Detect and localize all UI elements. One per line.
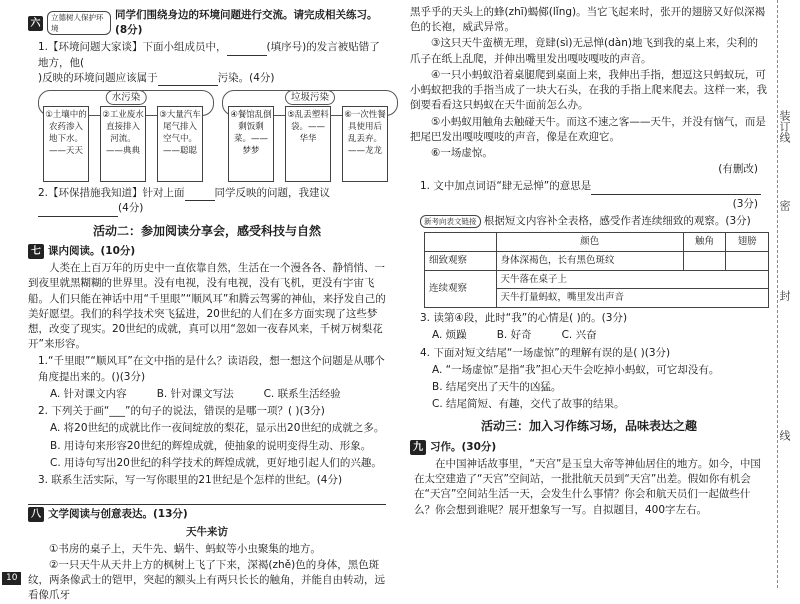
table-header: 翅膀: [726, 233, 769, 252]
left-page: [0, 0, 400, 602]
activity-3-title: 活动三：加入习作练习场，品味表达之趣: [480, 419, 697, 434]
answer-blank[interactable]: [38, 216, 118, 217]
story-paragraph: ⑤小蚂蚁用触角去触碰天牛。而这不速之客——天牛，并没有恼气，而是把尾巴发出嘎吱嘎吱的声音，像是在欢迎它。: [410, 115, 766, 143]
story-title: 天牛来访: [186, 526, 228, 539]
option[interactable]: B. 结尾突出了天牛的凶猛。: [432, 381, 562, 393]
story-paragraph: ④一只小蚂蚁沿着桌腿爬到桌面上来，我伸出手指，想逗这只蚂蚁玩，可小蚂蚁把我的手指当成了一块大石头，在我的手指上爬来爬去。这样一来，我倒要看看这只蚂蚁在天牛面前怎么办。: [410, 68, 767, 112]
option[interactable]: B. 好奇: [496, 329, 532, 342]
section-title: 文学阅读与创意表达。(13分): [48, 508, 188, 521]
activity-2-title: 活动二：参加阅读分享会，感受科技与自然: [92, 223, 321, 238]
source-note: (有删改): [718, 163, 758, 176]
section-tag: 立德树人保护环境: [47, 11, 111, 35]
card: ①土壤中的农药渗入地下水。——天天: [43, 106, 89, 182]
table-header: 触角: [683, 233, 726, 252]
question-tag: 新考向表文链接: [420, 215, 481, 228]
answer-blank[interactable]: [227, 55, 267, 56]
section-7-header: [28, 244, 386, 259]
binding-label: 密: [778, 200, 791, 211]
question-8-2: 新考向表文链接 根据短文内容补全表格，感受作者连续细致的观察。(3分): [420, 214, 768, 229]
question-7-2: 2. 下列关于画“___”的句子的说法，错误的是哪一项？( )(3分): [38, 405, 325, 418]
answer-blank[interactable]: [591, 194, 761, 195]
card: ⑤乱丢塑料袋。——华华: [285, 106, 331, 182]
table-cell: 身体深褐色，长有黑色斑纹: [496, 251, 683, 270]
right-page: [404, 0, 774, 588]
story-paragraph: ①书房的桌子上，天牛先、蜗牛、蚂蚁等小虫聚集的地方。: [49, 542, 321, 555]
question-6-1: 1.【环境问题大家谈】下面小组成员中， (填序号)的发言被贴错了地方，他( )反映的环境问题应该属于 污染。(4分): [38, 40, 386, 86]
option[interactable]: A. 针对课文内容: [50, 387, 127, 400]
options: [432, 328, 768, 343]
section-number: 六: [28, 16, 43, 31]
section-8-header: [28, 507, 386, 522]
table-header: 颜色: [496, 233, 683, 252]
row-label: 细致观察: [425, 251, 497, 270]
reading-passage: 人类在上百万年的历史中一直依靠自然，生活在一个漫各各、静悄悄、一到夜里就黑糊糊的世界里。没有电视，没有电视，没有飞机，更没有宇宙飞船。人们只能在神话中用“千里眼”“顺风耳”和腾云驾雾的神仙，来抒发自己的美好愿望。我们的科学技术突飞猛进，20世纪的人们在多方面实现了这些梦想，改变了现实。20世纪的成就，真可以用“忽如一夜春风来，千树万树梨花开”来形容。: [28, 262, 386, 351]
points: (3分): [732, 197, 758, 210]
story-paragraph: 黑乎乎的天头上的蜂(zhī)蝎鄇(lǐng)。当它飞起来时，张开的翅膀又好似深褐色的长袍，威武异常。: [410, 6, 766, 34]
option[interactable]: A. 将20世纪的成就比作一夜间绽放的梨花，显示出20世纪的成就之多。: [50, 422, 385, 435]
option[interactable]: A. 烦躁: [432, 329, 467, 342]
option[interactable]: B. 针对课文写法: [156, 387, 234, 400]
card: ④餐馆乱倒剩饭剩菜。——梦梦: [228, 106, 274, 182]
section-title: 同学们围绕身边的环境问题进行交流。请完成相关练习。(8分): [115, 9, 378, 37]
option[interactable]: A. “一场虚惊”是指“我”担心天牛会吃掉小蚂蚁，可它却没有。: [432, 363, 720, 376]
story-paragraph: ③这只天牛蛮横无理，竟肆(sì)无忌惮(dàn)地飞到我的桌上来，尖利的爪子在纸上乱爬，并伸出嘴里发出嘎吱嘎吱的声音。: [410, 37, 758, 65]
question-8-4: 4. 下面对短文结尾“一场虚惊”的理解有误的是( )(3分): [420, 346, 671, 359]
binding-label: 封: [778, 290, 791, 301]
option[interactable]: C. 联系生活经验: [263, 387, 341, 400]
story-paragraph: ⑥一场虚惊。: [431, 146, 493, 159]
answer-line[interactable]: [28, 490, 386, 505]
binding-label: 线: [778, 430, 791, 441]
option[interactable]: C. 用诗句写出20世纪的科学技术的辉煌成就，更好地引起人们的兴趣。: [50, 456, 382, 469]
card: ⑥一次性餐具使用后乱丢弃。——龙龙: [342, 106, 388, 182]
option[interactable]: B. 用诗句来形容20世纪的辉煌成就，使抽象的说明变得生动、形象。: [50, 439, 372, 452]
essay-prompt: 在中国神话故事里，“天宫”是玉皇大帝等神仙居住的地方。如今，中国在太空建造了“天宫”空间站，一批批航天员到“天宫”出差。假如你有机会在“天宫”空间站生活一天，会发生什么事情？你会和航天员们一起做些什么？你会想到谁呢？展开想象写一写。自拟题目，400字左右。: [414, 458, 761, 516]
section-number: 八: [28, 507, 44, 522]
card: ③大量汽车尾气排入空气中。——聪聪: [157, 106, 203, 182]
card: ②工业废水直接排入河流。——典典: [100, 106, 146, 182]
table-cell-blank[interactable]: [683, 251, 726, 270]
question-6-2: 2.【环保措施我知道】针对上面 同学反映的问题，我建议(4分): [38, 186, 386, 216]
question-7-3: 3. 联系生活实际，写一写你眼里的21世纪是个怎样的世纪。(4分): [38, 473, 343, 486]
section-title: 习作。(30分): [430, 440, 497, 453]
table-cell-blank[interactable]: [726, 251, 769, 270]
section-number: 九: [410, 440, 426, 455]
observation-table: [424, 232, 769, 308]
answer-blank[interactable]: [158, 85, 218, 86]
classification-cards: [38, 90, 386, 184]
water-pollution-group: 水污染: [38, 90, 214, 116]
options: [50, 387, 386, 402]
table-cell: 天牛落在桌子上: [496, 270, 768, 289]
option[interactable]: C. 兴奋: [561, 329, 597, 342]
question-8-3: 3. 读第④段，此时“我”的心情是( )的。(3分): [420, 312, 628, 325]
section-9-header: [410, 440, 768, 455]
option[interactable]: C. 结尾简短、有趣，交代了故事的结果。: [432, 398, 625, 411]
section-title: 课内阅读。(10分): [48, 244, 136, 257]
question-7-1: 1.“千里眼”“顺风耳”在文中指的是什么？读语段，想一想这个问题是从哪个角度提出来的。()(3分): [38, 355, 385, 383]
question-8-1: 1. 文中加点词语“肆无忌惮”的意思是: [420, 179, 768, 194]
row-label: 连续观察: [425, 270, 497, 308]
garbage-pollution-group: 垃圾污染: [222, 90, 398, 116]
table-cell: 天牛打量蚂蚁，嘴里发出声音: [496, 289, 768, 308]
section-6-header: [28, 8, 386, 38]
answer-blank[interactable]: [185, 200, 215, 201]
section-number: 七: [28, 244, 44, 259]
binding-label: 装订线: [778, 110, 791, 143]
page-number: 10: [2, 572, 21, 585]
story-paragraph: ②一只天牛从天井上方的枫树上飞了下来，深褐(zhě)色的身体，黑色斑纹，两条像武士的铠甲，突起的额头上有两只长长的触角，并能自由转动，远看像爪牙: [28, 558, 385, 602]
